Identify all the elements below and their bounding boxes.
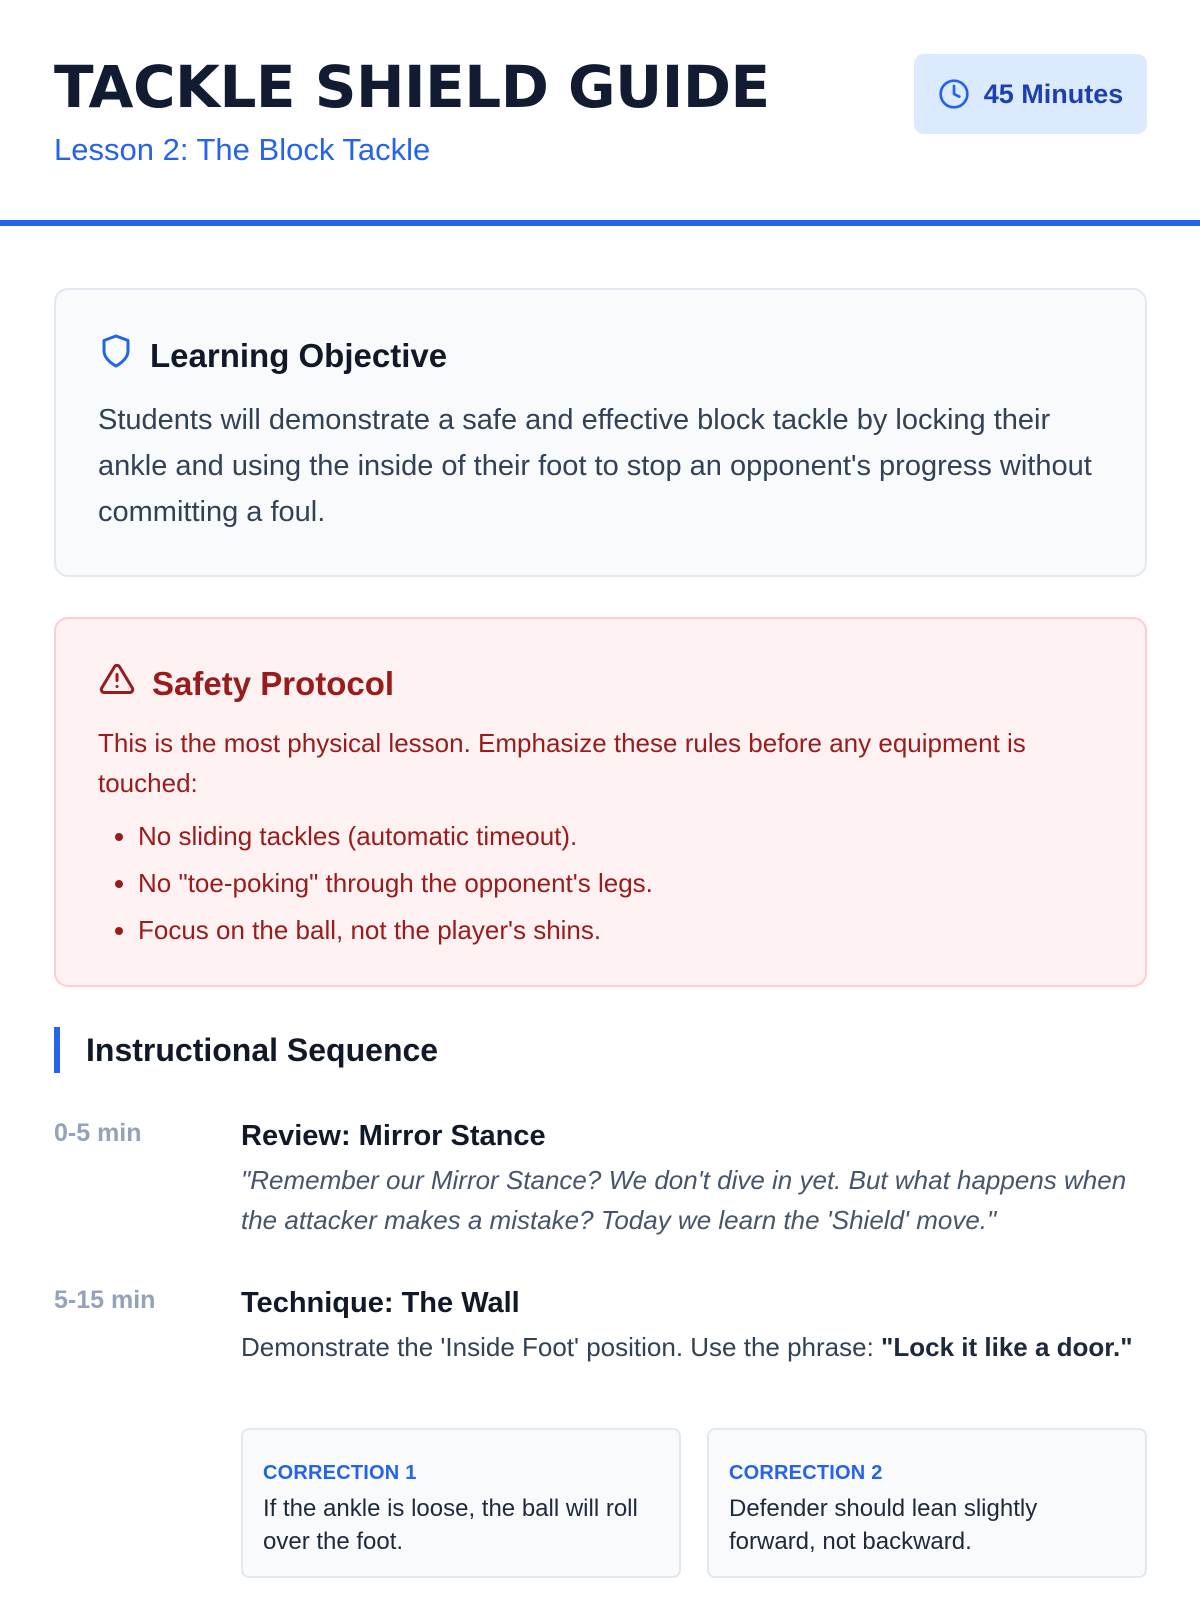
duration-badge	[914, 54, 1147, 134]
lesson-header	[0, 0, 1200, 226]
step-title: Review: Mirror Stance	[241, 1120, 546, 1152]
correction-text: If the ankle is loose, the ball will roll over the foot.	[263, 1495, 638, 1555]
step-description	[241, 1327, 1147, 1367]
step-description-text: Demonstrate the 'Inside Foot' position. Use the phrase:	[241, 1332, 882, 1362]
clock-icon	[938, 78, 970, 110]
safety-intro: This is the most physical lesson. Emphasize these rules before any equipment is touched:	[98, 728, 1026, 798]
safety-protocol-card	[54, 617, 1147, 987]
lesson-subtitle: Lesson 2: The Block Tackle	[54, 132, 431, 167]
warning-triangle-icon	[98, 661, 136, 706]
step-time: 0-5 min	[54, 1119, 142, 1147]
safety-rule: • No sliding tackles (automatic timeout).	[138, 813, 1148, 860]
safety-rules-list	[98, 813, 1148, 954]
step-title: Technique: The Wall	[241, 1287, 520, 1319]
objective-heading-label: Learning Objective	[150, 336, 448, 374]
step-quote: "Remember our Mirror Stance? We don't dive in yet. But what happens when the attacker makes a mistake? Today we learn the 'Shield' move."	[241, 1165, 1127, 1235]
step-time: 5-15 min	[54, 1286, 156, 1314]
safety-heading-label: Safety Protocol	[152, 664, 395, 702]
safety-rule: • Focus on the ball, not the player's shins.	[138, 907, 1148, 954]
objective-heading	[98, 332, 447, 379]
duration-label: 45 Minutes	[983, 78, 1124, 109]
learning-objective-card	[54, 288, 1147, 577]
correction-label: CORRECTION 1	[263, 1462, 417, 1484]
safety-rule: • No "toe-poking" through the opponent's legs.	[138, 860, 1148, 907]
correction-label: CORRECTION 2	[729, 1462, 883, 1484]
objective-text: Students will demonstrate a safe and effective block tackle by locking their ankle and using the inside of their foot to stop an opponent's progress without committing a foul.	[98, 404, 1092, 528]
correction-text: Defender should lean slightly forward, not backward.	[729, 1495, 1038, 1555]
instructional-sequence-heading: Instructional Sequence	[54, 1027, 438, 1073]
correction-card-2	[707, 1428, 1147, 1578]
safety-heading	[98, 661, 394, 706]
step-key-phrase: "Lock it like a door."	[881, 1332, 1133, 1362]
correction-card-1	[241, 1428, 681, 1578]
page-title: TACKLE SHIELD GUIDE	[54, 53, 770, 121]
shield-icon	[98, 332, 134, 379]
